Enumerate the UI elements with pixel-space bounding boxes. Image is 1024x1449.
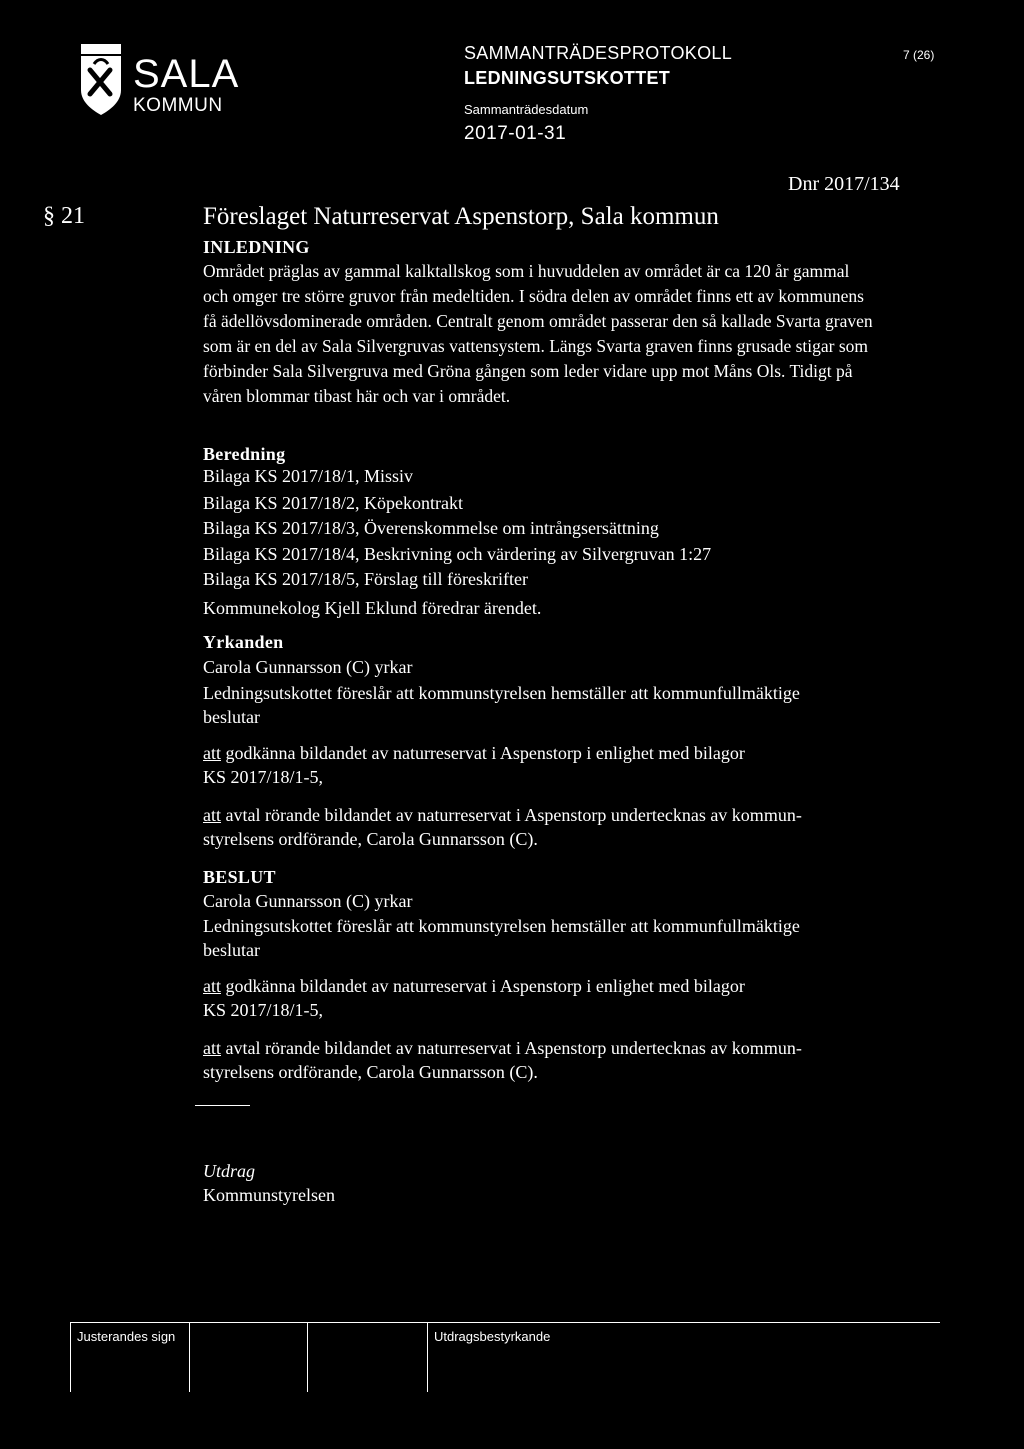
att-keyword: att (203, 1038, 221, 1058)
att-clause-text: avtal rörande bildandet av naturreservat i Aspenstorp undertecknas av kommun- (221, 805, 802, 825)
signature-box-divider (307, 1322, 308, 1392)
attachment-item: Bilaga KS 2017/18/4, Beskrivning och värdering av Silvergruvan 1:27 (203, 544, 712, 564)
section-heading-yrkanden: Yrkanden (203, 632, 284, 652)
logo-kommun-text: KOMMUN (133, 95, 223, 116)
motion-att-clause-cont: KS 2017/18/1-5, (203, 767, 324, 787)
case-title: Föreslaget Naturreservat Aspenstorp, Sala kommun (203, 203, 719, 230)
excerpt-recipient: Kommunstyrelsen (203, 1185, 335, 1205)
excerpt-label: Utdrag (203, 1161, 256, 1181)
decision-text: beslutar (203, 940, 260, 960)
attachment-item: Bilaga KS 2017/18/1, Missiv (203, 466, 414, 486)
section-heading-beredning: Beredning (203, 444, 286, 464)
meeting-date: 2017-01-31 (464, 123, 567, 144)
motion-proposer: Carola Gunnarsson (C) yrkar (203, 657, 413, 677)
page-number: 7 (26) (903, 48, 935, 62)
decision-att-clause-cont: styrelsens ordförande, Carola Gunnarsson (C). (203, 1062, 538, 1082)
motion-att-clause-cont: styrelsens ordförande, Carola Gunnarsson (C). (203, 829, 538, 849)
decision-text: Ledningsutskottet föreslår att kommunstyrelsen hemställer att kommunfullmäktige (203, 916, 800, 936)
presenter-note: Kommunekolog Kjell Eklund föredrar ärendet. (203, 598, 542, 618)
signature-label-utdragsbestyrkande: Utdragsbestyrkande (434, 1329, 551, 1344)
paragraph-number: § 21 (43, 203, 85, 229)
signature-box-divider (427, 1322, 428, 1392)
committee-name: LEDNINGSUTSKOTTET (464, 68, 671, 88)
inledning-text: Området präglas av gammal kalktallskog som i huvuddelen av området är ca 120 år gammal och omger tre större gruvor från medeltiden. I södra delen av området finns ett av kommunens få ädellövsdominerade områden. Centralt genom området passerar den så kallade Svarta graven som är en del av Sala Silvergruvas vattensystem. Längs Svarta graven finns grusade stigar som förbinder Sala Silvergruva med Gröna gången som leder vidare upp mot Måns Ols. Tidigt på våren blommar tibast här och var i området. (203, 261, 873, 406)
att-keyword: att (203, 976, 221, 996)
municipality-crest-icon (80, 44, 122, 116)
attachment-item: Bilaga KS 2017/18/5, Förslag till föreskrifter (203, 569, 528, 589)
meeting-date-label: Sammanträdesdatum (464, 102, 589, 117)
att-keyword: att (203, 805, 221, 825)
signature-label-justerandes: Justerandes sign (77, 1329, 176, 1344)
case-number: Dnr 2017/134 (788, 173, 900, 195)
attachment-item: Bilaga KS 2017/18/3, Överenskommelse om intrångsersättning (203, 518, 659, 538)
motion-text: Ledningsutskottet föreslår att kommunstyrelsen hemställer att kommunfullmäktige (203, 683, 800, 703)
decision-proposer: Carola Gunnarsson (C) yrkar (203, 891, 413, 911)
logo-sala-text: SALA (133, 52, 240, 96)
att-clause-text: avtal rörande bildandet av naturreservat i Aspenstorp undertecknas av kommun- (221, 1038, 802, 1058)
att-keyword: att (203, 743, 221, 763)
motion-text: beslutar (203, 707, 260, 727)
attachment-item: Bilaga KS 2017/18/2, Köpekontrakt (203, 493, 463, 513)
section-heading-beslut: BESLUT (203, 867, 276, 887)
decision-att-clause-cont: KS 2017/18/1-5, (203, 1000, 324, 1020)
att-clause-text: godkänna bildandet av naturreservat i Aspenstorp i enlighet med bilagor (221, 743, 745, 763)
document-title: SAMMANTRÄDESPROTOKOLL (464, 43, 733, 63)
section-divider (195, 1105, 250, 1106)
section-heading-inledning: INLEDNING (203, 237, 310, 257)
att-clause-text: godkänna bildandet av naturreservat i Aspenstorp i enlighet med bilagor (221, 976, 745, 996)
signature-box-border (70, 1322, 940, 1323)
signature-box-divider (189, 1322, 190, 1392)
signature-box-divider (70, 1322, 71, 1392)
